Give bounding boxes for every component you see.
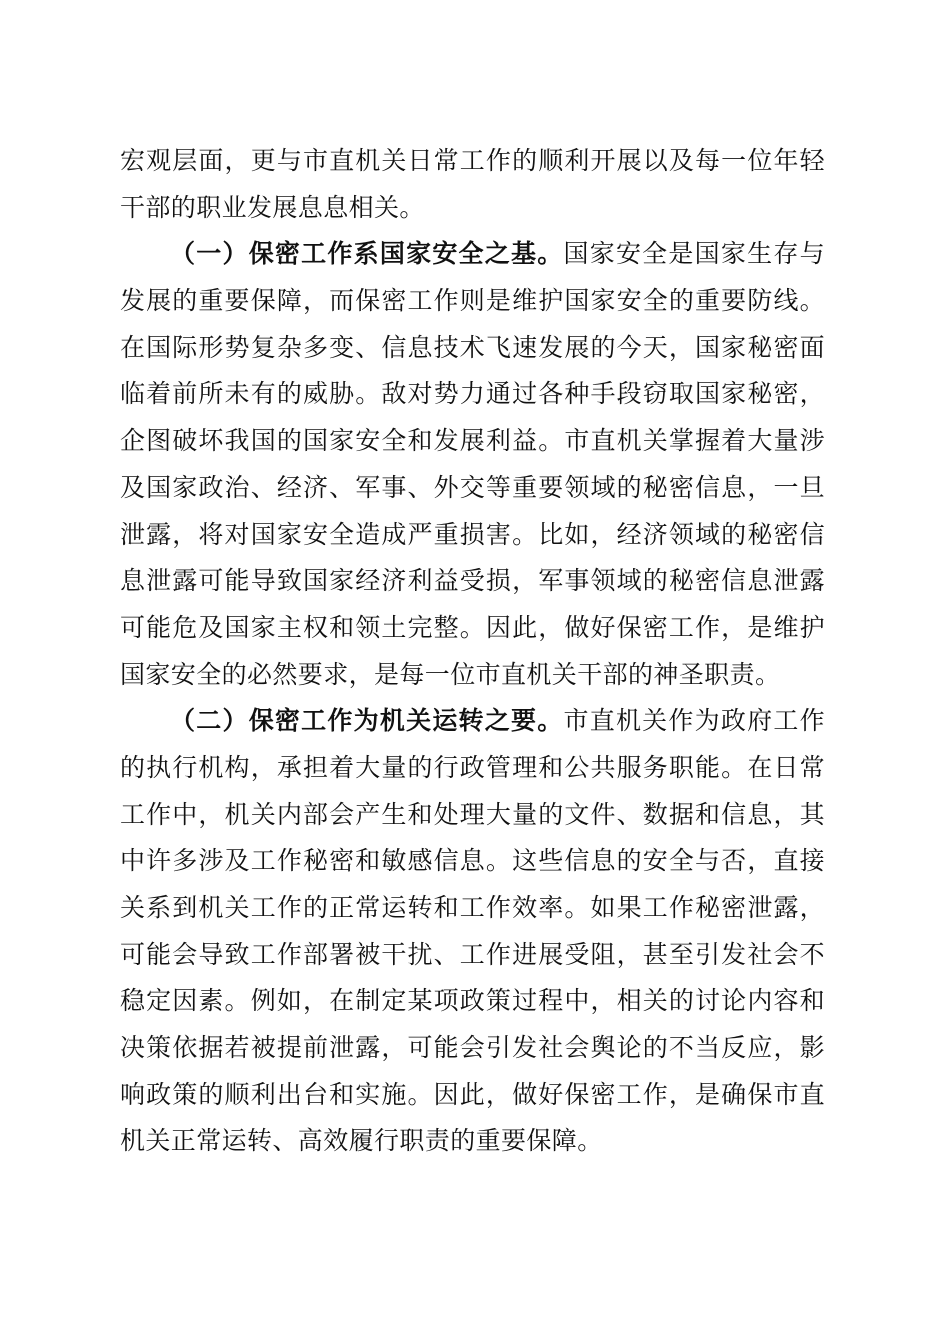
text-line: 及国家政治、经济、军事、外交等重要领域的秘密信息，一旦 bbox=[120, 472, 825, 502]
text-line: 宏观层面，更与市直机关日常工作的顺利开展以及每一位年轻 bbox=[120, 146, 825, 175]
text-line: 的执行机构，承担着大量的行政管理和公共服务职能。在日常 bbox=[120, 752, 825, 782]
text-line: 临着前所未有的威胁。敌对势力通过各种手段窃取国家秘密， bbox=[120, 379, 825, 409]
text-line: 可能危及国家主权和领土完整。因此，做好保密工作，是维护 bbox=[120, 612, 825, 642]
text-line: 稳定因素。例如，在制定某项政策过程中，相关的讨论内容和 bbox=[120, 986, 825, 1016]
text-line: 机关正常运转、高效履行职责的重要保障。 bbox=[120, 1126, 603, 1156]
text-line: 决策依据若被提前泄露，可能会引发社会舆论的不当反应，影 bbox=[120, 1033, 825, 1063]
paragraph-national-security bbox=[120, 231, 825, 698]
section-heading-national-security: （一）保密工作系国家安全之基。 bbox=[170, 239, 564, 269]
text-line: 干部的职业发展息息相关。 bbox=[120, 192, 425, 222]
text-line: 响政策的顺利出台和实施。因此，做好保密工作，是确保市直 bbox=[120, 1079, 825, 1109]
text-line bbox=[120, 231, 825, 278]
text-line: 在国际形势复杂多变、信息技术飞速发展的今天，国家秘密面 bbox=[120, 332, 825, 362]
text-run: 国家安全是国家生存与 bbox=[563, 239, 825, 269]
text-run: 市直机关作为政府工作 bbox=[563, 706, 825, 736]
text-line bbox=[120, 698, 825, 745]
text-line: 发展的重要保障，而保密工作则是维护国家安全的重要防线。 bbox=[120, 286, 825, 316]
text-line: 企图破坏我国的国家安全和发展利益。市直机关掌握着大量涉 bbox=[120, 426, 825, 456]
text-line: 泄露，将对国家安全造成严重损害。比如，经济领域的秘密信 bbox=[120, 519, 825, 549]
text-line: 工作中，机关内部会产生和处理大量的文件、数据和信息，其 bbox=[120, 799, 825, 829]
text-line: 可能会导致工作部署被干扰、工作进展受阻，甚至引发社会不 bbox=[120, 939, 825, 969]
document-body bbox=[120, 138, 825, 1165]
section-heading-agency-operation: （二）保密工作为机关运转之要。 bbox=[170, 706, 564, 736]
text-line: 关系到机关工作的正常运转和工作效率。如果工作秘密泄露， bbox=[120, 893, 825, 922]
text-line: 息泄露可能导致国家经济利益受损，军事领域的秘密信息泄露 bbox=[120, 566, 825, 596]
text-line: 中许多涉及工作秘密和敏感信息。这些信息的安全与否，直接 bbox=[120, 846, 825, 876]
text-line: 国家安全的必然要求，是每一位市直机关干部的神圣职责。 bbox=[120, 659, 781, 689]
paragraph-agency-operation bbox=[120, 698, 825, 1165]
paragraph-intro-continuation bbox=[120, 138, 825, 231]
